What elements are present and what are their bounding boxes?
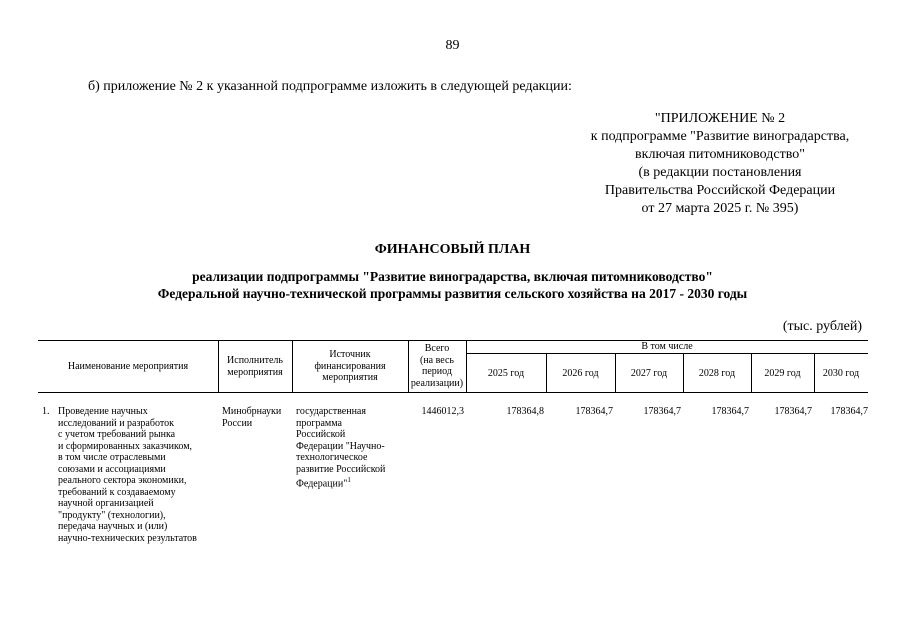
- row-executor-line: Минобрнауки: [222, 406, 282, 417]
- header-including: В том числе: [641, 341, 693, 352]
- units-label: (тыс. рублей): [782, 319, 862, 334]
- row-name: [58, 406, 218, 544]
- appendix-line: к подпрограмме "Развитие виноградарства,: [590, 129, 850, 144]
- row-name-line: союзами и ассоциациями: [58, 463, 166, 475]
- row-number: 1.: [42, 406, 50, 417]
- header-line: период: [422, 366, 452, 377]
- row-source-line: [296, 475, 385, 490]
- header-year: 2026 год: [562, 368, 599, 379]
- row-year-value: 178364,7: [774, 406, 812, 417]
- header-line: финансирования: [314, 360, 386, 372]
- row-source-text: Федерации": [296, 478, 348, 490]
- row-year-value: 178364,7: [830, 406, 868, 417]
- row-executor-line: России: [222, 417, 253, 429]
- appendix-line: Правительства Российской Федерации: [604, 183, 836, 198]
- header-year: 2029 год: [764, 368, 801, 379]
- header-line: Всего: [424, 343, 450, 354]
- row-name-line: "продукту" (технологии),: [58, 509, 166, 521]
- header-total: [408, 343, 466, 389]
- row-name-line: Проведение научных: [58, 406, 148, 417]
- row-name-line: в том числе отраслевыми: [58, 452, 166, 463]
- appendix-line: включая питомниководство": [635, 147, 805, 162]
- footnote-mark: 1: [347, 476, 351, 484]
- row-name-line: требований к создаваемому: [58, 486, 176, 498]
- document-title: ФИНАНСОВЫЙ ПЛАН: [374, 242, 531, 257]
- table-header-bottom: [38, 392, 868, 393]
- header-line: мероприятия: [322, 372, 378, 383]
- row-source-line: Федерации "Научно-: [296, 440, 385, 452]
- header-line: (на весь: [420, 354, 454, 366]
- row-name-line: реального сектора экономики,: [58, 475, 187, 486]
- header-executor: [218, 355, 292, 378]
- row-total: 1446012,3: [421, 406, 464, 417]
- intro-text: б) приложение № 2 к указанной подпрограмме изложить в следующей редакции:: [88, 79, 572, 94]
- header-year: 2028 год: [698, 368, 736, 379]
- row-name-line: научной организацией: [58, 498, 154, 509]
- row-source-line: государственная: [296, 406, 366, 417]
- row-year-value: 178364,7: [643, 406, 681, 417]
- appendix-line: (в редакции постановления: [638, 165, 802, 180]
- row-year-value: 178364,8: [506, 406, 544, 417]
- subtitle-line: Федеральной научно-технической программы развития сельского хозяйства на 2017 - 2030 годы: [157, 286, 748, 301]
- header-line: Исполнитель: [227, 355, 283, 366]
- row-name-line: с учетом требований рынка: [58, 429, 176, 440]
- row-source-line: технологическое: [296, 452, 368, 463]
- header-year: 2027 год: [630, 368, 668, 379]
- row-year-value: 178364,7: [575, 406, 613, 417]
- header-line: Источник: [329, 349, 371, 360]
- header-source: [292, 349, 408, 384]
- header-name: Наименование мероприятия: [67, 361, 189, 372]
- row-name-line: передача научных и (или): [58, 521, 168, 532]
- appendix-line: "ПРИЛОЖЕНИЕ № 2: [654, 111, 786, 126]
- table-subheader-line: [466, 353, 868, 354]
- row-source-line: программа: [296, 417, 342, 429]
- appendix-line: от 27 марта 2025 г. № 395): [641, 201, 799, 216]
- subtitle-line: реализации подпрограммы "Развитие виноградарства, включая питомниководство": [192, 269, 713, 284]
- row-executor: [222, 406, 281, 429]
- header-line: реализации): [410, 377, 464, 389]
- row-source-line: развитие Российской: [296, 463, 386, 475]
- row-year-value: 178364,7: [711, 406, 749, 417]
- header-year: 2030 год: [822, 368, 860, 379]
- row-source-line: Российской: [296, 429, 346, 440]
- row-name-line: научно-технических результатов: [58, 532, 197, 544]
- header-line: мероприятия: [227, 366, 283, 378]
- row-source: [296, 406, 385, 490]
- header-year: 2025 год: [487, 368, 525, 379]
- document-subtitle: [0, 268, 905, 302]
- row-name-line: исследований и разработок: [58, 417, 174, 429]
- page-number: 89: [445, 38, 460, 53]
- appendix-block: [540, 110, 900, 218]
- row-name-line: и сформированных заказчиком,: [58, 440, 193, 452]
